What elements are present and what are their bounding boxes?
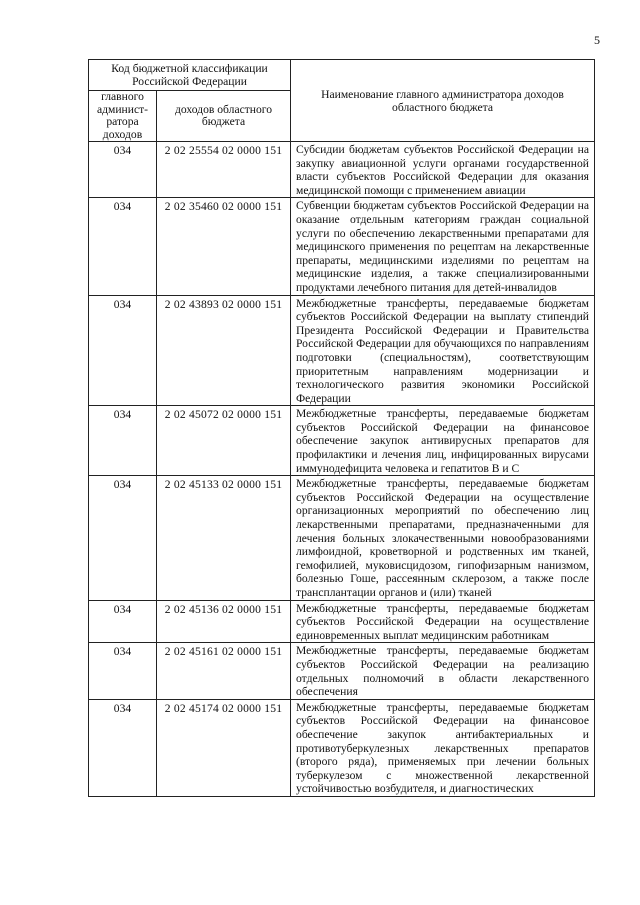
admin-code-cell: 034 (89, 476, 157, 600)
table-row (89, 600, 595, 643)
header-regional-income: доходов областного бюджета (157, 91, 291, 142)
income-code-cell: 2 02 43893 02 0000 151 (157, 295, 291, 406)
income-name-cell: Межбюджетные трансферты, передаваемые бюджетам субъектов Российской Федерации на реализацию отдельных полномочий в области лекарственного обеспечения (291, 643, 595, 699)
admin-code-cell: 034 (89, 142, 157, 198)
income-code-cell: 2 02 45161 02 0000 151 (157, 643, 291, 699)
income-code-cell: 2 02 45174 02 0000 151 (157, 699, 291, 796)
admin-code-cell: 034 (89, 295, 157, 406)
table-row (89, 295, 595, 406)
table-row (89, 142, 595, 198)
income-name-cell: Межбюджетные трансферты, передаваемые бюджетам субъектов Российской Федерации на осуществление единовременных выплат медицинским работникам (291, 600, 595, 643)
admin-code-cell: 034 (89, 699, 157, 796)
income-name-cell: Субвенции бюджетам субъектов Российской Федерации на оказание отдельным категориям граждан социальной услуги по обеспечению лекарственными препаратами для медицинского применения по рецептам на лекарственные препараты, медицинскими изделиями по рецептам на медицинские изделия, а также специализированными продуктами лечебного питания для детей-инвалидов (291, 198, 595, 295)
income-code-cell: 2 02 45072 02 0000 151 (157, 406, 291, 476)
income-name-cell: Межбюджетные трансферты, передаваемые бюджетам субъектов Российской Федерации на финансовое обеспечение закупок антибактериальных и противотуберкулезных лекарственных препаратов (второго ряда), применяемых при лечении больных туберкулезом с множественной лекарственной устойчивостью возбудителя, и диагностических (291, 699, 595, 796)
income-code-cell: 2 02 35460 02 0000 151 (157, 198, 291, 295)
income-name-cell: Межбюджетные трансферты, передаваемые бюджетам субъектов Российской Федерации на выплату стипендий Президента Российской Федерации и Правительства Российской Федерации для обучающихся по направлениям подготовки (специальностям), соответствующим приоритетным направлениям модернизации и технологического развития экономики Российской Федерации (291, 295, 595, 406)
header-classification-code: Код бюджетной классификации Российской Федерации (89, 60, 291, 91)
admin-code-cell: 034 (89, 643, 157, 699)
table-row (89, 406, 595, 476)
admin-code-cell: 034 (89, 600, 157, 643)
income-code-cell: 2 02 45136 02 0000 151 (157, 600, 291, 643)
income-name-cell: Субсидии бюджетам субъектов Российской Федерации на закупку авиационной услуги органами государственной власти субъектов Российской Федерации для оказания медицинской помощи с применением авиации (291, 142, 595, 198)
table-row (89, 198, 595, 295)
income-name-cell: Межбюджетные трансферты, передаваемые бюджетам субъектов Российской Федерации на финансовое обеспечение закупок антивирусных препаратов для профилактики и лечения лиц, инфицированных вирусами иммунодефицита человека и гепатитов В и С (291, 406, 595, 476)
budget-codes-table (88, 59, 595, 797)
table-row (89, 476, 595, 600)
income-name-cell: Межбюджетные трансферты, передаваемые бюджетам субъектов Российской Федерации на осуществление организационных мероприятий по обеспечению лиц лекарственными препаратами, предназначенными для лечения больных злокачественными новообразованиями лимфоидной, кроветворной и родственных им тканей, гемофилией, муковисцидозом, гипофизарным нанизмом, болезнью Гоше, рассеянным склерозом, а также после трансплантации органов и (или) тканей (291, 476, 595, 600)
income-code-cell: 2 02 45133 02 0000 151 (157, 476, 291, 600)
page-number: 5 (594, 33, 600, 47)
admin-code-cell: 034 (89, 198, 157, 295)
table-row (89, 699, 595, 796)
table-row (89, 643, 595, 699)
admin-code-cell: 034 (89, 406, 157, 476)
income-code-cell: 2 02 25554 02 0000 151 (157, 142, 291, 198)
header-administrator-name: Наименование главного администратора доходов областного бюджета (291, 60, 595, 142)
table-header-row (89, 60, 595, 91)
header-main-administrator: главного админист-ратора доходов (89, 91, 157, 142)
